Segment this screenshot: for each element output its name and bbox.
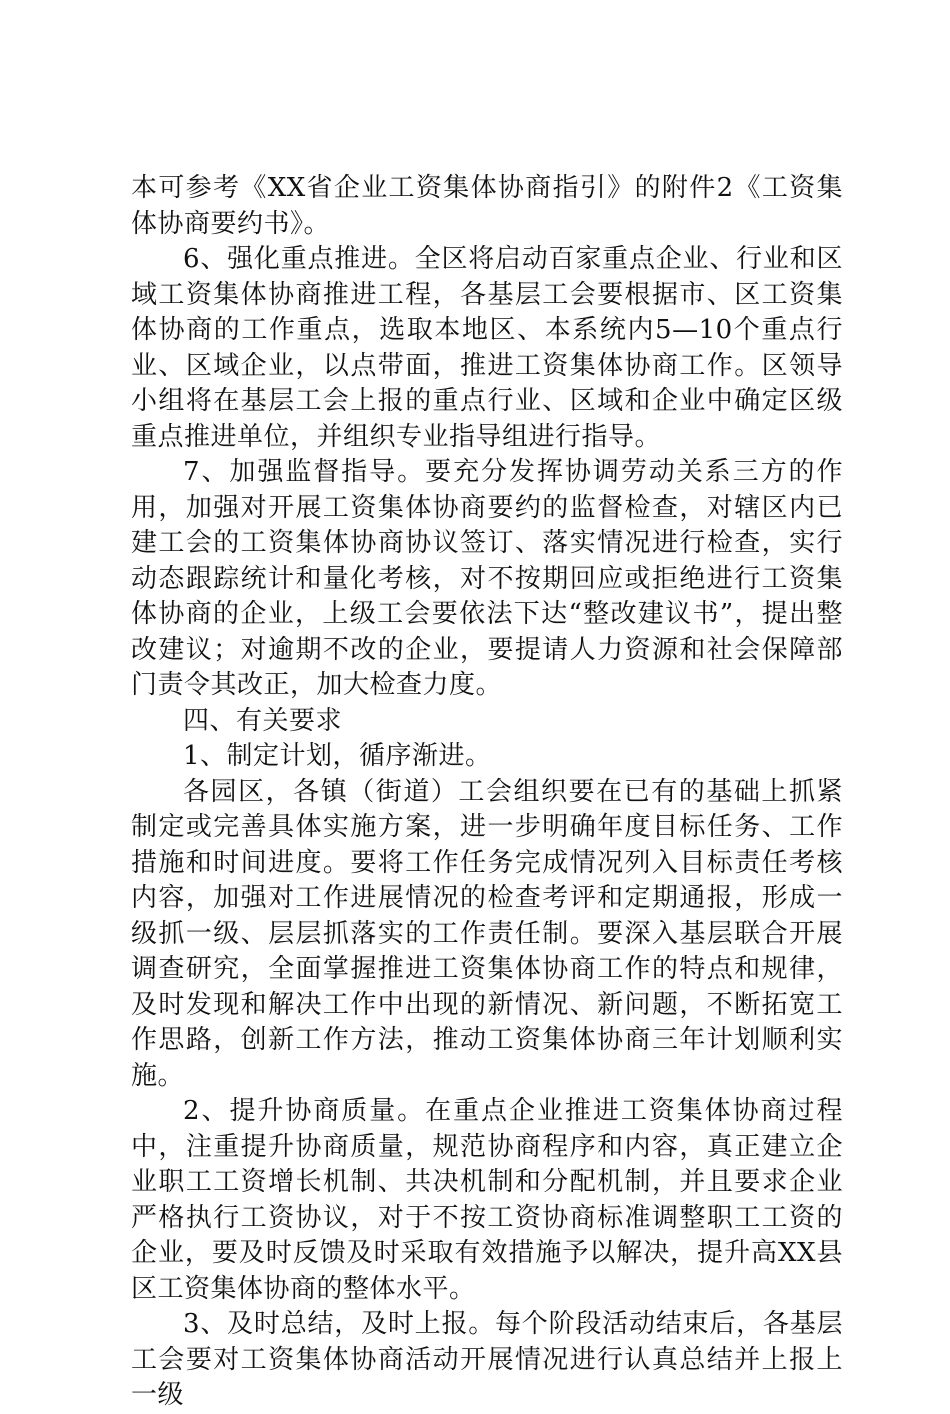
paragraph-item-2: 2、提升协商质量。在重点企业推进工资集体协商过程中，注重提升协商质量，规范协商程序和内容，真正建立企业职工工资增长机制、共决机制和分配机制，并且要求企业严格执行工资协议，对于不按工资协商标准调整职工工资的企业，要及时反馈及时采取有效措施予以解决，提升高XX县区工资集体协商的整体水平。 xyxy=(131,1096,843,1304)
paragraph-item-6: 6、强化重点推进。全区将启动百家重点企业、行业和区域工资集体协商推进工程，各基层工会要根据市、区工资集体协商的工作重点，选取本地区、本系统内5—10个重点行业、区域企业，以点带面，推进工资集体协商工作。区领导小组将在基层工会上报的重点行业、区域和企业中确定区级重点推进单位，并组织专业指导组进行指导。 xyxy=(131,244,843,452)
paragraph-item-1-body: 各园区，各镇（街道）工会组织要在已有的基础上抓紧制定或完善具体实施方案，进一步明确年度目标任务、工作措施和时间进度。要将工作任务完成情况列入目标责任考核内容，加强对工作进展情况的检查考评和定期通报，形成一级抓一级、层层抓落实的工作责任制。要深入基层联合开展调查研究，全面掌握推进工资集体协商工作的特点和规律，及时发现和解决工作中出现的新情况、新问题，不断拓宽工作思路，创新工作方法，推动工资集体协商三年计划顺利实施。 xyxy=(131,776,843,1091)
subheading-item-1: 1、制定计划，循序渐进。 xyxy=(183,741,492,771)
paragraph-continuation: 本可参考《XX省企业工资集体协商指引》的附件2《工资集体协商要约书》。 xyxy=(131,173,843,239)
document-body xyxy=(131,171,843,1414)
paragraph-item-7: 7、加强监督指导。要充分发挥协调劳动关系三方的作用，加强对开展工资集体协商要约的监督检查，对辖区内已建工会的工资集体协商协议签订、落实情况进行检查，实行动态跟踪统计和量化考核，对不按期回应或拒绝进行工资集体协商的企业，上级工会要依法下达“整改建议书”，提出整改建议；对逾期不改的企业，要提请人力资源和社会保障部门责令其改正，加大检查力度。 xyxy=(131,457,843,700)
section-heading-requirements: 四、有关要求 xyxy=(183,705,343,736)
paragraph-item-3: 3、及时总结，及时上报。每个阶段活动结束后，各基层工会要对工资集体协商活动开展情况进行认真总结并上报上一级 xyxy=(131,1309,843,1410)
